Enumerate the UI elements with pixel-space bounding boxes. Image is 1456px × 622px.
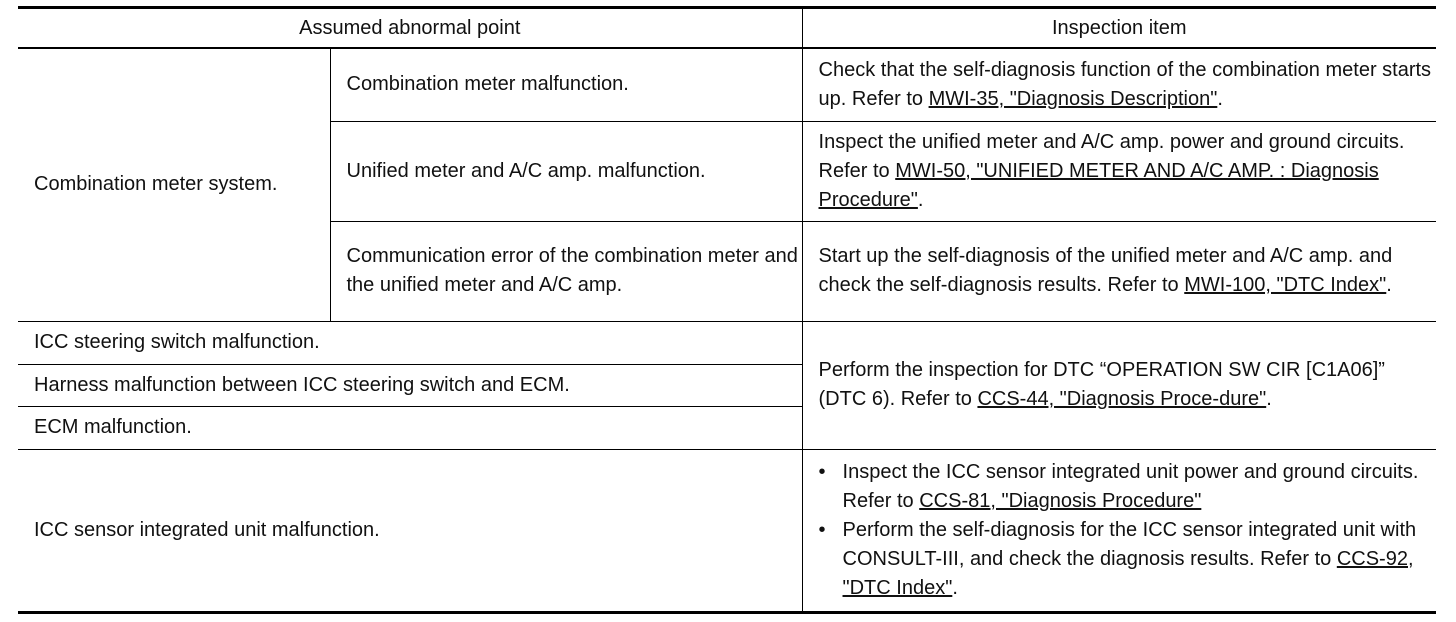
punctuation: . <box>1386 274 1392 296</box>
abnormal-icc-steering-switch: ICC steering switch malfunction. <box>18 321 802 364</box>
bullet: • <box>818 460 826 483</box>
abnormal-communication-error: Communication error of the combination meter and the unified meter and A/C amp. <box>330 221 802 321</box>
inspection-bullet-list <box>819 458 1437 603</box>
ref-link-mwi-100[interactable]: MWI-100, "DTC Index" <box>1184 274 1387 296</box>
header-abnormal-point: Assumed abnormal point <box>18 8 802 49</box>
punctuation: . <box>1266 388 1272 410</box>
inspection-communication-error <box>802 221 1436 321</box>
inspection-text: Start up the self-diagnosis of the unified meter and A/C amp. and check the self-diagnosis results. Refer to <box>818 245 1393 296</box>
inspection-combination-meter <box>802 48 1436 121</box>
abnormal-combination-meter: Combination meter malfunction. <box>330 48 802 121</box>
table-row <box>18 449 1436 612</box>
ref-link-mwi-35[interactable]: MWI-35, "Diagnosis Description" <box>928 87 1218 110</box>
header-row <box>18 8 1436 49</box>
inspection-icc-steering-switch <box>802 321 1436 449</box>
ref-link-ccs-92[interactable]: CCS-92, "DTC Index" <box>842 547 1414 599</box>
abnormal-unified-meter: Unified meter and A/C amp. malfunction. <box>330 121 802 221</box>
punctuation: . <box>952 576 958 599</box>
ref-link-ccs-81[interactable]: CCS-81, "Diagnosis Procedure" <box>919 489 1202 512</box>
diagnosis-table <box>18 6 1436 614</box>
inspection-text: Perform the self-diagnosis for the ICC sensor integrated unit with CONSULT-III, and check the diagnosis results. Refer to <box>842 518 1417 570</box>
inspection-text: Inspect the unified meter and A/C amp. power and ground circuits. Refer to <box>818 130 1405 182</box>
punctuation: . <box>917 188 924 211</box>
bullet: • <box>818 518 826 541</box>
inspection-text: Perform the inspection for DTC “OPERATION SW CIR [C1A06]” (DTC 6). Refer to <box>818 359 1385 410</box>
inspection-unified-meter <box>802 121 1436 221</box>
header-inspection-item: Inspection item <box>802 8 1436 49</box>
ref-link-ccs-44[interactable]: CCS-44, "Diagnosis Proce-dure" <box>977 388 1267 410</box>
ref-link-mwi-50[interactable]: MWI-50, "UNIFIED METER AND A/C AMP. : Diagnosis Procedure" <box>818 159 1379 211</box>
table-row <box>18 48 1436 121</box>
abnormal-icc-sensor: ICC sensor integrated unit malfunction. <box>18 449 802 612</box>
inspection-text: Inspect the ICC sensor integrated unit power and ground circuits. Refer to <box>842 460 1419 512</box>
abnormal-harness: Harness malfunction between ICC steering switch and ECM. <box>18 364 802 406</box>
inspection-icc-sensor <box>802 449 1436 612</box>
table-row <box>18 321 1436 364</box>
abnormal-ecm: ECM malfunction. <box>18 406 802 449</box>
list-item <box>819 516 1437 603</box>
group-combination-meter: Combination meter system. <box>18 48 330 321</box>
inspection-text: Check that the self-diagnosis function of the combination meter starts up. Refer to <box>818 58 1432 110</box>
list-item <box>819 458 1437 516</box>
punctuation: . <box>1217 87 1223 110</box>
